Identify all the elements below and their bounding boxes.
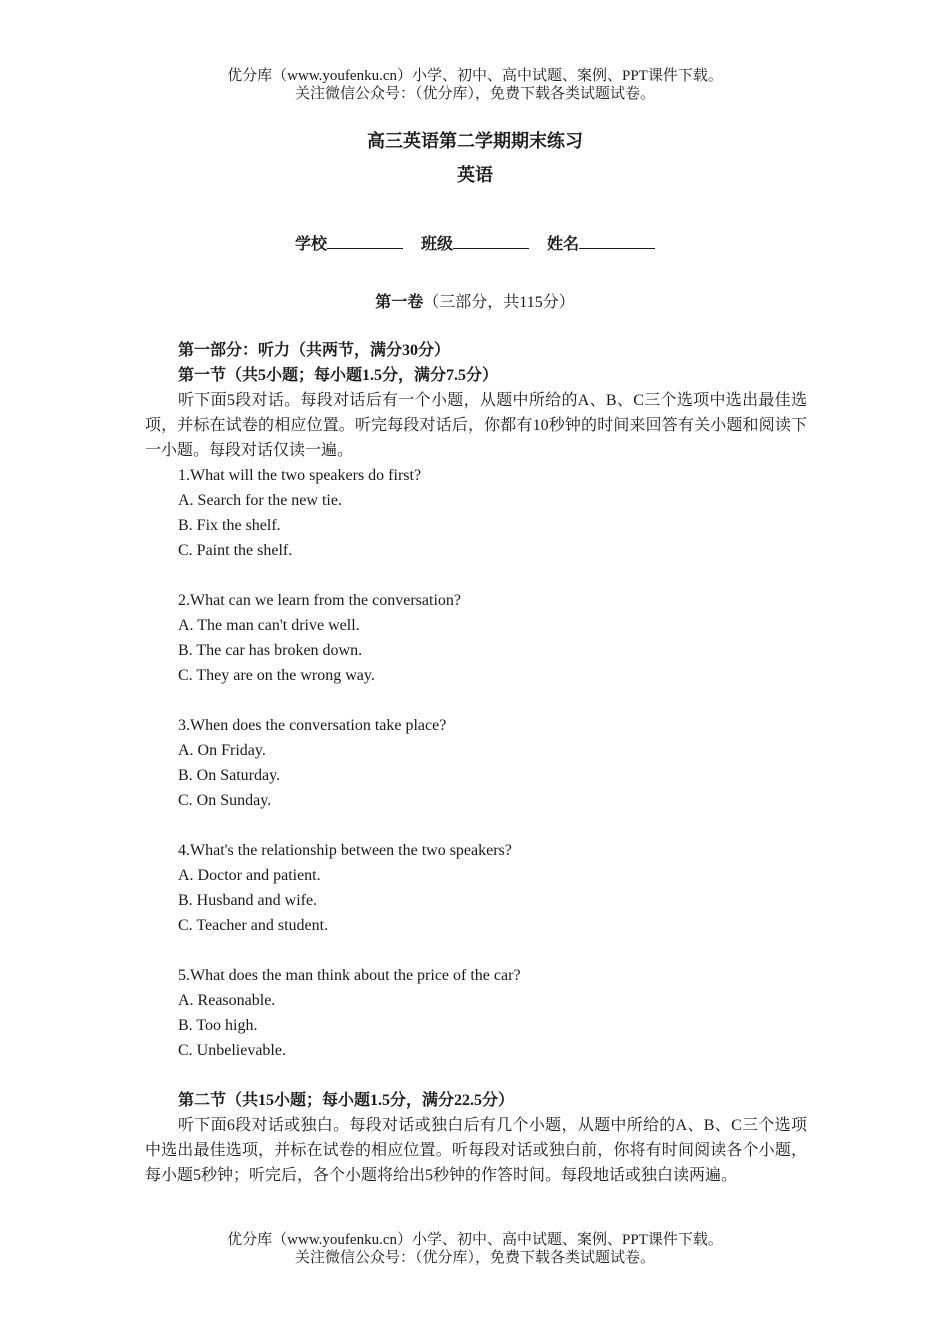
watermark-line-2: 关注微信公众号：（优分库），免费下载各类试题试卷。 [294,1250,655,1266]
question-stem: 1.What will the two speakers do first? [178,467,422,484]
name-label: 姓名 [547,236,580,253]
question-5 [145,963,807,1063]
option-a[interactable]: A. Doctor and patient. [178,867,321,884]
school-label: 学校 [294,236,327,253]
option-b[interactable]: B. Too high. [178,1017,258,1034]
spacer [145,1063,807,1088]
question-3 [145,713,807,813]
spacer [145,688,807,713]
volume-title: 第一卷 [375,294,424,311]
option-c[interactable]: C. On Sunday. [178,792,272,809]
school-field[interactable] [295,236,403,253]
option-c[interactable]: C. Paint the shelf. [178,542,293,559]
watermark-line-1: 优分库（www.youfenku.cn）小学、初中、高中试题、案例、PPT课件下载。 [227,1232,723,1248]
exam-subject: 英语 [457,165,493,185]
volume-heading [0,289,950,312]
question-4 [145,838,807,938]
option-c[interactable]: C. Teacher and student. [178,917,329,934]
part1-heading: 第一部分：听力（共两节，满分30分） [178,342,451,359]
option-c[interactable]: C. They are on the wrong way. [178,667,375,684]
class-field[interactable] [421,236,529,253]
name-blank[interactable] [579,234,655,249]
option-a[interactable]: A. On Friday. [178,742,266,759]
spacer [145,563,807,588]
exam-title: 高三英语第二学期期末练习 [367,131,583,151]
name-field[interactable] [547,236,655,253]
option-b[interactable]: B. The car has broken down. [178,642,363,659]
question-1 [145,463,807,563]
question-stem: 3.When does the conversation take place? [178,717,447,734]
section2-instructions: 听下面6段对话或独白。每段对话或独白后有几个小题，从题中所给的A、B、C三个选项中选出最佳选项，并标在试卷的相应位置。听每段对话或独白前，你将有时间阅读各个小题，每小题5秒钟；听完后，各个小题将给出5秒钟的作答时间。每段地话或独白读两遍。 [145,1117,807,1184]
question-2 [145,588,807,688]
option-a[interactable]: A. Reasonable. [178,992,276,1009]
spacer [145,813,807,838]
option-c[interactable]: C. Unbelievable. [178,1042,286,1059]
section1-instructions: 听下面5段对话。每段对话后有一个小题，从题中所给的A、B、C三个选项中选出最佳选项，并标在试卷的相应位置。听完每段对话后，你都有10秒钟的时间来回答有关小题和阅读下一小题。每段对话仅读一遍。 [145,392,807,459]
option-a[interactable]: A. Search for the new tie. [178,492,342,509]
student-info-fields [0,231,950,254]
footer-watermark [0,1231,950,1267]
section1-heading: 第一节（共5小题；每小题1.5分，满分7.5分） [178,367,499,384]
exam-content [145,338,807,1188]
option-b[interactable]: B. On Saturday. [178,767,281,784]
question-stem: 5.What does the man think about the price of the car? [178,967,521,984]
header-watermark [0,67,950,103]
question-stem: 2.What can we learn from the conversation? [178,592,461,609]
watermark-line-2: 关注微信公众号：（优分库），免费下载各类试题试卷。 [294,86,655,102]
option-a[interactable]: A. The man can't drive well. [178,617,360,634]
spacer [145,938,807,963]
watermark-line-1: 优分库（www.youfenku.cn）小学、初中、高中试题、案例、PPT课件下载。 [227,68,723,84]
question-stem: 4.What's the relationship between the two speakers? [178,842,512,859]
option-b[interactable]: B. Fix the shelf. [178,517,281,534]
class-label: 班级 [420,236,453,253]
school-blank[interactable] [327,234,403,249]
volume-note: （三部分，共115分） [423,294,575,311]
class-blank[interactable] [453,234,529,249]
option-b[interactable]: B. Husband and wife. [178,892,318,909]
section2-heading: 第二节（共15小题；每小题1.5分，满分22.5分） [178,1092,515,1109]
